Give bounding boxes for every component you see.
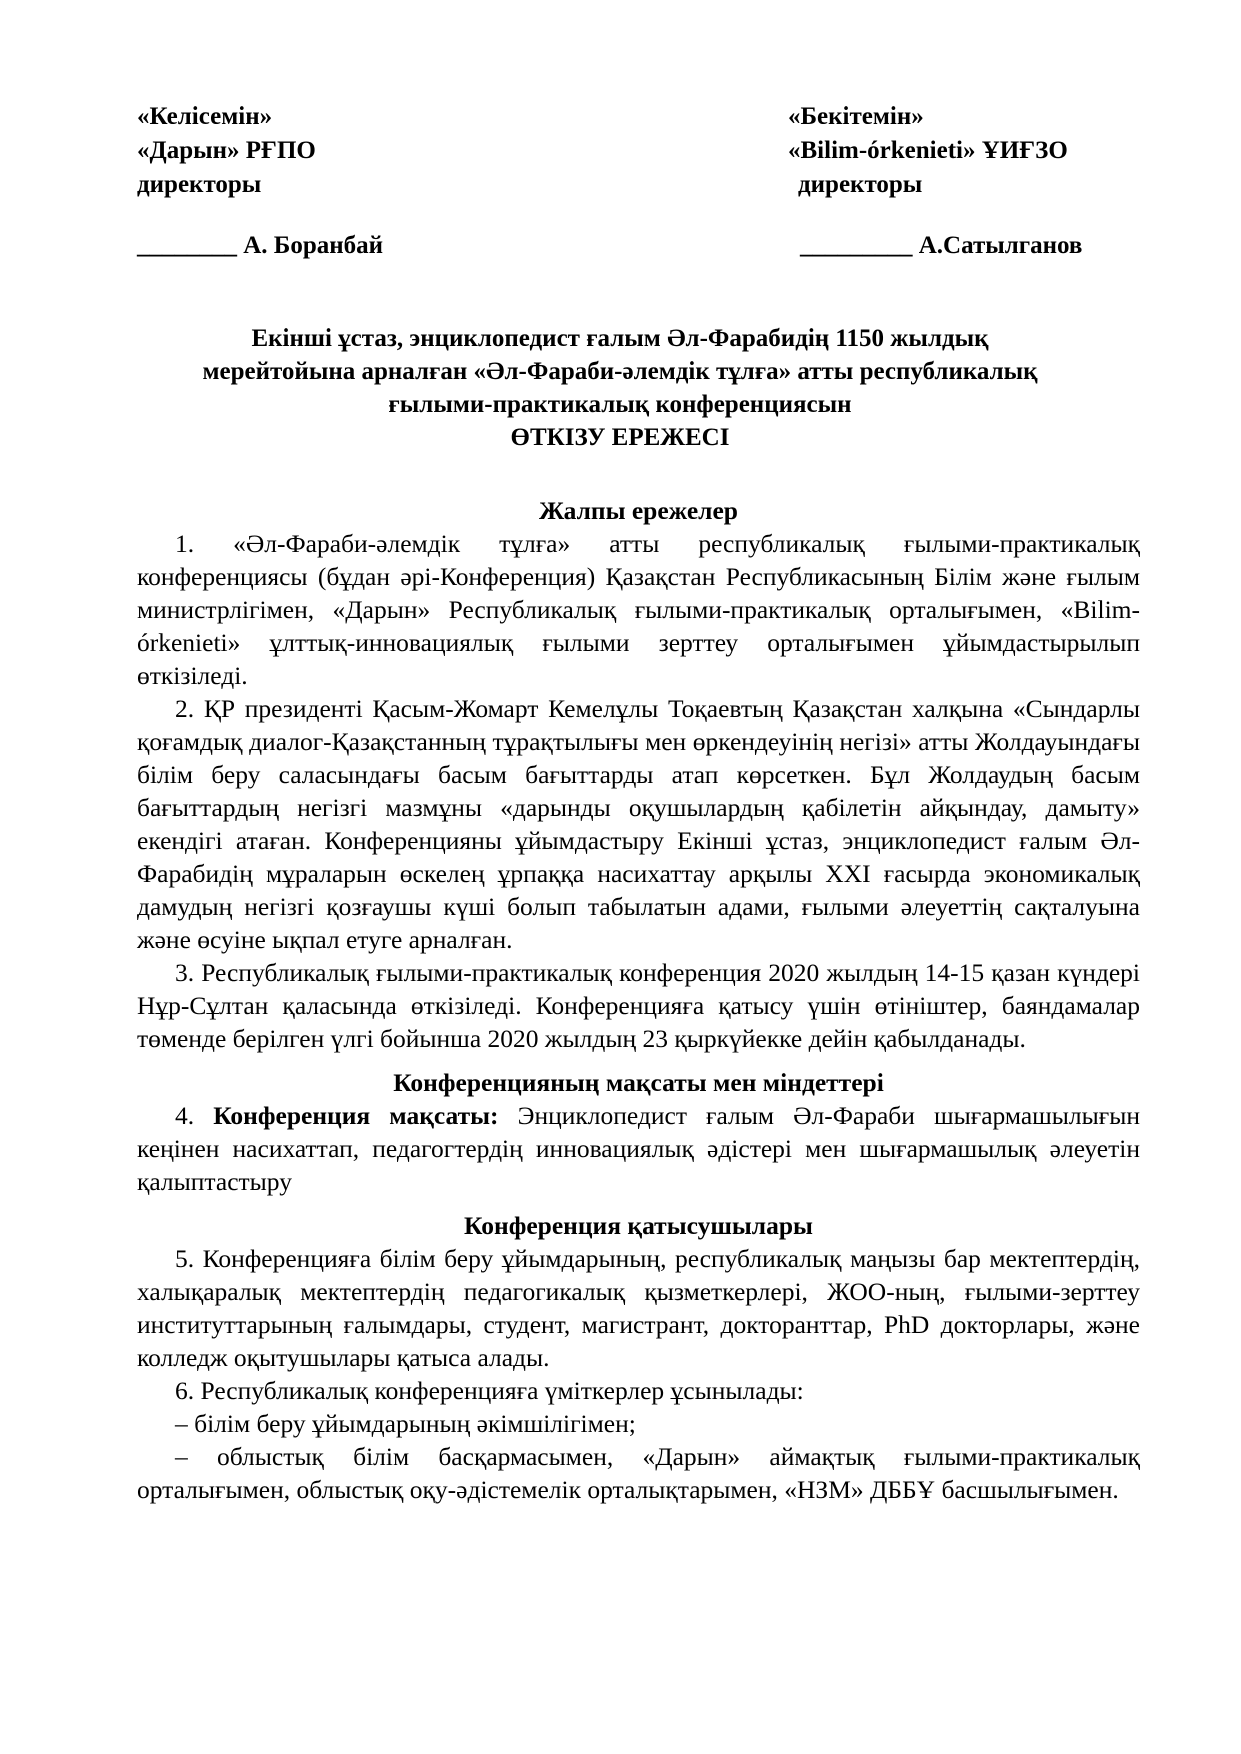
- approval-right-organization: «Bilim-órkenieti» ҰИҒЗО: [788, 137, 1068, 164]
- approval-right-heading: «Бекітемін»: [788, 103, 924, 130]
- paragraph-4: [137, 1099, 1140, 1198]
- section-heading-general: Жалпы ережелер: [539, 496, 738, 525]
- approval-block-right: [788, 100, 1068, 202]
- section-heading-goals: Конференцияның мақсаты мен міндеттері: [393, 1068, 884, 1097]
- paragraph-5: 5. Конференцияға білім беру ұйымдарының, республикалық маңызы бар мектептердің, халықаралық мектептердің педагогикалық қызметкерлері, ЖОО-ның, ғылыми-зерттеу институттарының ғалымдары, студент, магистрант, докторанттар, PhD докторлары, және колледж оқытушылары қатыса алады.: [137, 1244, 1140, 1372]
- section-gap: [137, 1055, 1140, 1066]
- section-gap: [137, 1198, 1140, 1209]
- paragraph-6: 6. Республикалық конференцияға үміткерлер ұсынылады:: [175, 1376, 804, 1405]
- approval-block-left: [137, 100, 316, 202]
- paragraph-4-number: 4.: [175, 1101, 195, 1130]
- title-line-2: мерейтойына арналған «Әл-Фараби-әлемдік тұлға» атты республикалық: [202, 358, 1038, 385]
- paragraph-4-label: Конференция мақсаты:: [213, 1101, 499, 1130]
- paragraph-4-text: Энциклопедист ғалым Әл-Фараби шығармашылығын кеңінен насихаттап, педагогтердің инновациялық әдістері мен шығармашылық әлеуетін қалыптастыру: [137, 1101, 1141, 1196]
- paragraph-1: 1. «Әл-Фараби-әлемдік тұлға» атты республикалық ғылыми-практикалық конференциясы (бұдан әрі-Конференция) Қазақстан Республикасының Білім және ғылым министрлігімен, «Дарын» Республикалық ғылыми-практикалық орталығымен, «Bilim-órkenieti» ұлттық-инновациялық ғылыми зерттеу орталығымен ұйымдастырылып өткізіледі.: [137, 529, 1140, 690]
- title-line-1: Екінші ұстаз, энциклопедист ғалым Әл-Фарабидің 1150 жылдық: [251, 325, 989, 352]
- approval-left-heading: «Келісемін»: [137, 103, 273, 130]
- title-line-3: ғылыми-практикалық конференциясын: [388, 391, 852, 418]
- title-line-4: ӨТКІЗУ ЕРЕЖЕСІ: [510, 424, 730, 451]
- document-body: [137, 494, 1140, 1506]
- approval-left-signature: ________ А. Боранбай: [137, 232, 384, 259]
- list-item-2: – облыстық білім басқармасымен, «Дарын» аймақтық ғылыми-практикалық орталығымен, облыстық оқу-әдістемелік орталықтарымен, «НЗМ» ДББҰ басшылығымен.: [137, 1442, 1140, 1504]
- paragraph-3: 3. Республикалық ғылыми-практикалық конференция 2020 жылдың 14-15 қазан күндері Нұр-Сұлтан қаласында өткізіледі. Конференцияға қатысу үшін өтініштер, баяндамалар төменде берілген үлгі бойынша 2020 жылдың 23 қыркүйекке дейін қабылданады.: [137, 958, 1140, 1053]
- approval-left-position: директоры: [137, 171, 262, 198]
- approval-left-organization: «Дарын» РҒПО: [137, 137, 316, 164]
- list-item-1: – білім беру ұйымдарының әкімшілігімен;: [175, 1409, 636, 1438]
- approval-right-signature: _________ А.Сатылганов: [800, 232, 1083, 259]
- document-title: [120, 322, 1120, 454]
- section-heading-participants: Конференция қатысушылары: [464, 1211, 813, 1240]
- paragraph-2: 2. ҚР президенті Қасым-Жомарт Кемелұлы Тоқаевтың Қазақстан халқына «Сындарлы қоғамдық диалог-Қазақстанның тұрақтылығы мен өркендеуінің негізі» атты Жолдауындағы білім беру саласындағы басым бағыттарды атап көрсеткен. Бұл Жолдаудың басым бағыттардың негізгі мазмұны «дарынды оқушылардың қабілетін айқындау, дамыту» екендігі атаған. Конференцияны ұйымдастыру Екінші ұстаз, энциклопедист ғалым Әл-Фарабидің мұраларын өскелең ұрпаққа насихаттау арқылы XXI ғасырда экономикалық дамудың негізгі қозғаушы күші болып табылатын адами, ғылыми әлеуеттің сақталуына және өсуіне ықпал етуге арналған.: [137, 694, 1140, 954]
- approval-right-position: директоры: [798, 171, 923, 198]
